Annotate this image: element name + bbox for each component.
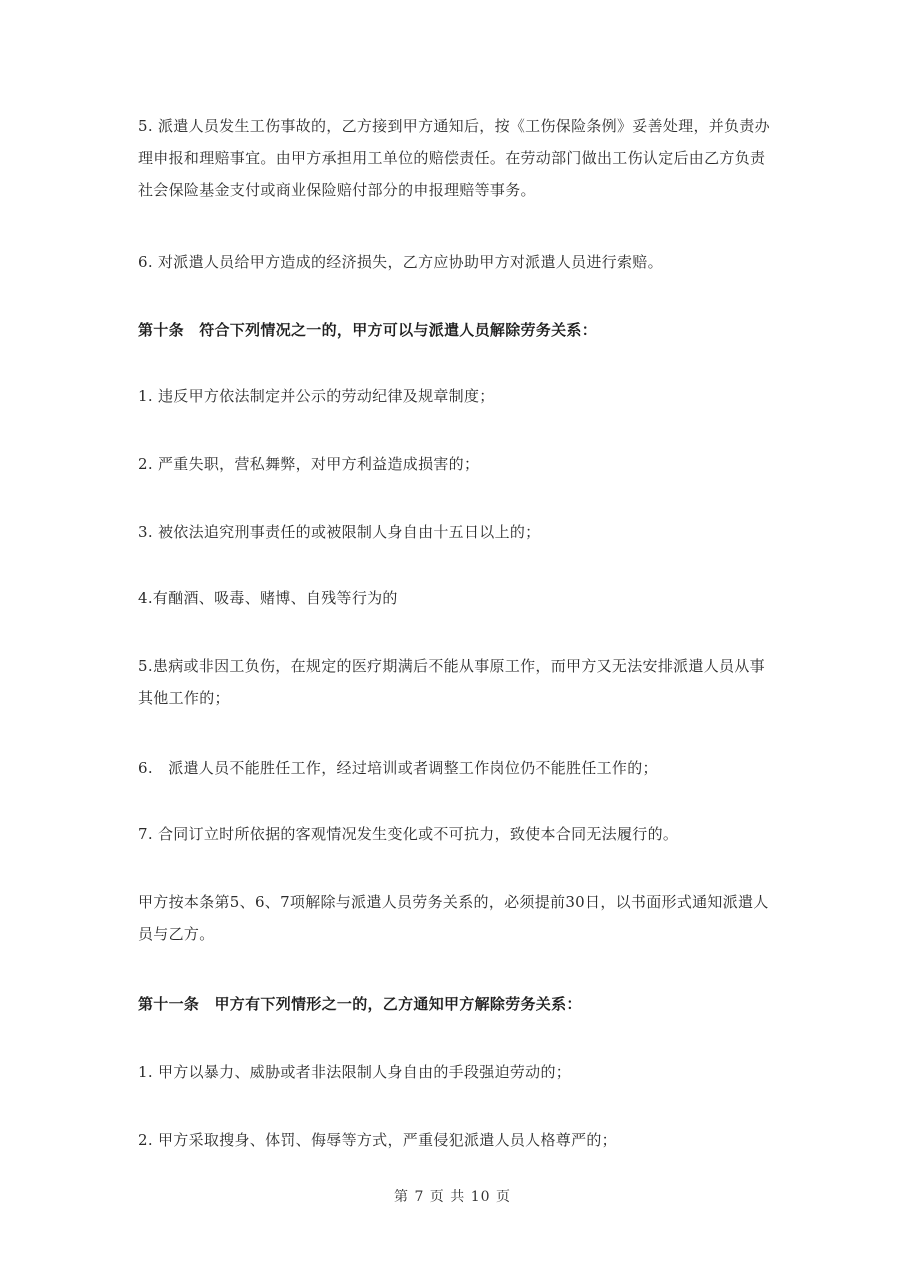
article-11-item-1: 1. 甲方以暴力、威胁或者非法限制人身自由的手段强迫劳动的； xyxy=(138,1063,572,1081)
article-10-item-4: 4.有酗酒、吸毒、赌博、自残等行为的 xyxy=(138,589,398,607)
article-10-item-1: 1. 违反甲方依法制定并公示的劳动纪律及规章制度； xyxy=(138,387,495,405)
article-10-item-7: 7. 合同订立时所依据的客观情况发生变化或不可抗力，致使本合同无法履行的。 xyxy=(138,825,679,843)
paragraph-item-5-injury: 5. 派遣人员发生工伤事故的，乙方接到甲方通知后，按《工伤保险条例》妥善处理，并负责办理申报和理赔事宜。由甲方承担用工单位的赔偿责任。在劳动部门做出工伤认定后由乙方负责社会保险基金支付或商业保险赔付部分的申报理赔等事务。 xyxy=(138,117,770,199)
article-10-item-5: 5.患病或非因工负伤，在规定的医疗期满后不能从事原工作，而甲方又无法安排派遣人员从事其他工作的； xyxy=(138,657,765,707)
article-11-item-2: 2. 甲方采取搜身、体罚、侮辱等方式，严重侵犯派遣人员人格尊严的； xyxy=(138,1131,617,1149)
article-10-heading: 第十条 符合下列情况之一的，甲方可以与派遣人员解除劳务关系： xyxy=(138,321,598,339)
article-10-notice-clause: 甲方按本条第5、6、7项解除与派遣人员劳务关系的，必须提前30日，以书面形式通知派遣人员与乙方。 xyxy=(138,893,769,943)
page-number-footer: 第 7 页 共 10 页 xyxy=(394,1189,511,1205)
article-11-heading: 第十一条 甲方有下列情形之一的，乙方通知甲方解除劳务关系： xyxy=(138,995,582,1013)
article-10-item-6: 6. 派遣人员不能胜任工作，经过培训或者调整工作岗位仍不能胜任工作的； xyxy=(138,759,658,777)
paragraph-item-6-compensation: 6. 对派遣人员给甲方造成的经济损失，乙方应协助甲方对派遣人员进行索赔。 xyxy=(138,253,663,271)
article-10-item-3: 3. 被依法追究刑事责任的或被限制人身自由十五日以上的； xyxy=(138,523,541,541)
article-10-item-2: 2. 严重失职，营私舞弊，对甲方利益造成损害的； xyxy=(138,455,480,473)
